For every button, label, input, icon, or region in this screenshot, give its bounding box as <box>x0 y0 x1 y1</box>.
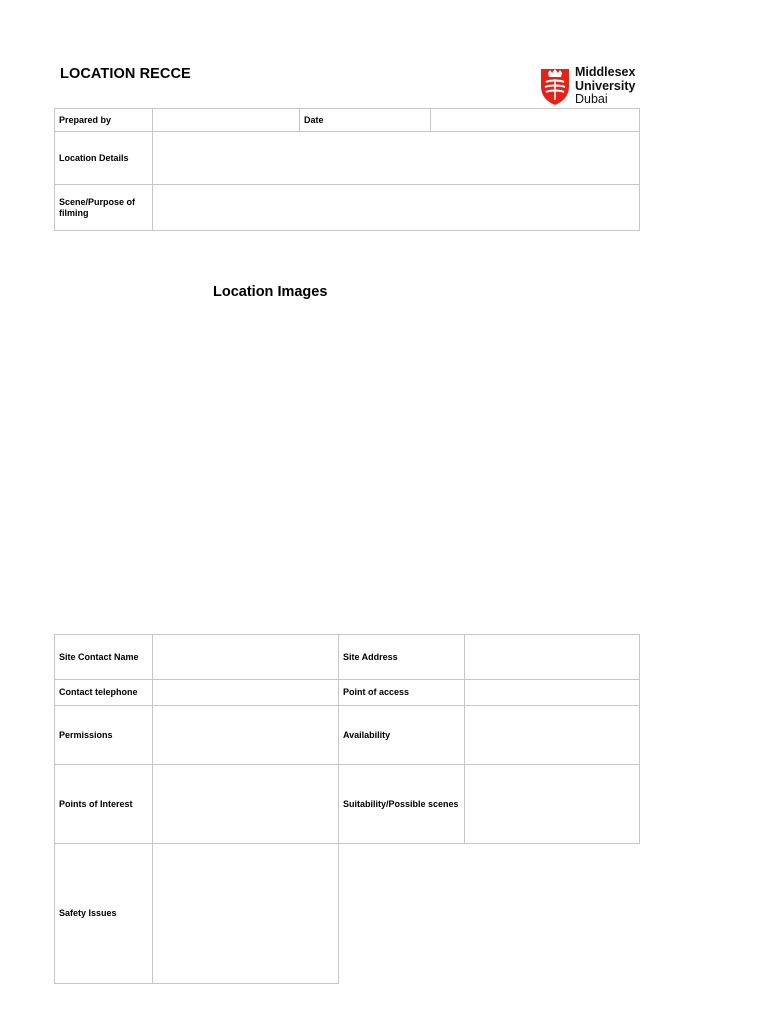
date-field[interactable] <box>431 109 640 132</box>
table-row <box>55 706 640 765</box>
point-of-access-label: Point of access <box>339 680 465 706</box>
permissions-field[interactable] <box>153 706 339 765</box>
university-logo <box>540 66 640 110</box>
safety-issues-field[interactable] <box>153 844 339 984</box>
scene-purpose-field[interactable] <box>153 185 640 231</box>
prepared-by-label: Prepared by <box>55 109 153 132</box>
logo-line-dubai: Dubai <box>575 92 608 106</box>
table-row <box>55 680 640 706</box>
shield-icon <box>540 66 570 106</box>
availability-field[interactable] <box>465 706 640 765</box>
section-heading-location-images: Location Images <box>213 284 328 300</box>
table-row <box>55 185 640 231</box>
empty-area <box>339 844 640 984</box>
site-info-table <box>54 634 640 984</box>
contact-telephone-label: Contact telephone <box>55 680 153 706</box>
availability-label: Availability <box>339 706 465 765</box>
suitability-label: Suitability/Possible scenes <box>339 765 465 844</box>
table-row <box>55 635 640 680</box>
safety-issues-label: Safety Issues <box>55 844 153 984</box>
table-row <box>55 132 640 185</box>
location-details-field[interactable] <box>153 132 640 185</box>
contact-telephone-field[interactable] <box>153 680 339 706</box>
logo-line-middlesex: Middlesex <box>575 65 636 79</box>
points-of-interest-field[interactable] <box>153 765 339 844</box>
points-of-interest-label: Points of Interest <box>55 765 153 844</box>
date-label: Date <box>300 109 431 132</box>
permissions-label: Permissions <box>55 706 153 765</box>
table-row <box>55 109 640 132</box>
table-row <box>55 765 640 844</box>
location-details-label: Location Details <box>55 132 153 185</box>
suitability-field[interactable] <box>465 765 640 844</box>
page-title: LOCATION RECCE <box>60 66 191 82</box>
site-contact-name-label: Site Contact Name <box>55 635 153 680</box>
table-row <box>55 844 640 984</box>
point-of-access-field[interactable] <box>465 680 640 706</box>
scene-purpose-label: Scene/Purpose of filming <box>55 185 153 231</box>
site-address-label: Site Address <box>339 635 465 680</box>
prepared-by-field[interactable] <box>153 109 300 132</box>
logo-line-university: University <box>575 78 636 93</box>
site-address-field[interactable] <box>465 635 640 680</box>
site-contact-name-field[interactable] <box>153 635 339 680</box>
details-table <box>54 108 640 231</box>
